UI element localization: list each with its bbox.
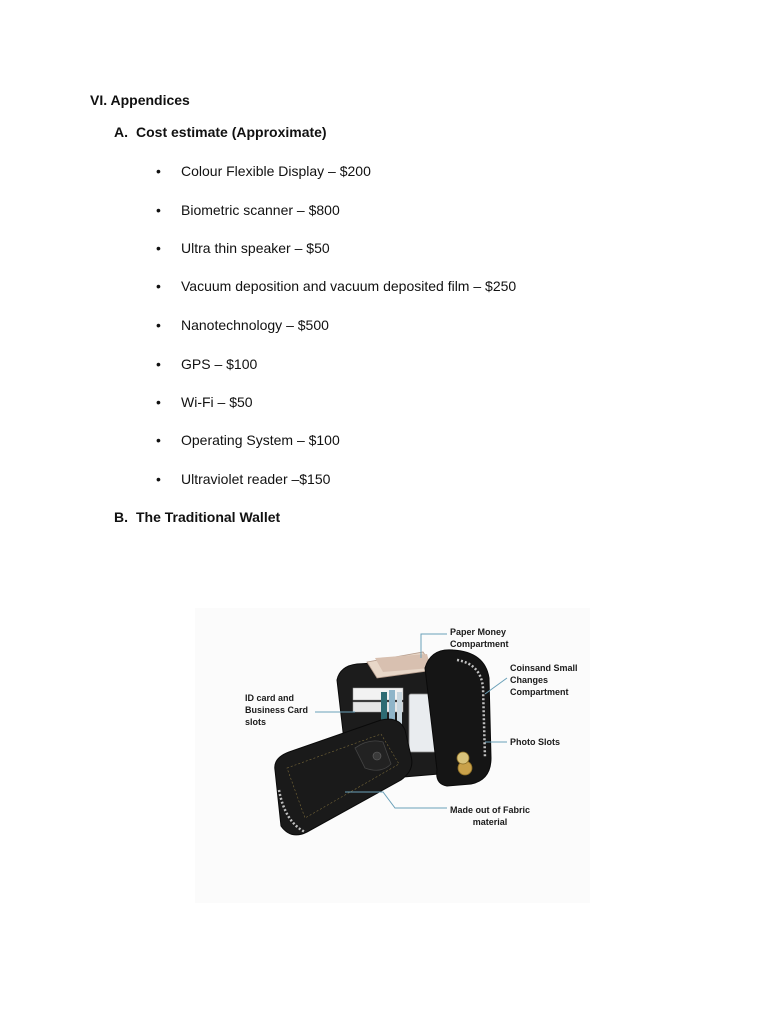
bullet-icon: • <box>156 317 161 333</box>
snap-button-shape <box>373 752 381 760</box>
bullet-icon: • <box>156 356 161 372</box>
list-item <box>156 278 516 294</box>
list-item <box>156 317 329 333</box>
cost-item-text: GPS – $100 <box>181 356 258 372</box>
cost-item-text: Nanotechnology – $500 <box>181 317 329 333</box>
cost-estimate-title: Cost estimate (Approximate) <box>136 124 327 140</box>
coin-shape <box>457 752 469 764</box>
cost-item-text: Ultra thin speaker – $50 <box>181 240 330 256</box>
cost-item-text: Operating System – $100 <box>181 432 340 448</box>
traditional-wallet-title: The Traditional Wallet <box>136 509 281 525</box>
list-item <box>156 471 330 487</box>
list-item <box>156 432 340 448</box>
list-item <box>156 356 257 372</box>
callout-photo: Photo Slots <box>510 737 560 747</box>
bullet-icon: • <box>156 394 161 410</box>
list-item <box>156 240 330 256</box>
cost-item-text: Vacuum deposition and vacuum deposited film – $250 <box>181 278 517 294</box>
cost-item-text: Wi-Fi – $50 <box>181 394 253 410</box>
callout-paper-money: Paper Money Compartment <box>450 627 509 649</box>
traditional-wallet-letter: B. <box>114 509 128 525</box>
card-slot-shape <box>353 688 403 700</box>
list-item <box>156 394 253 410</box>
cost-estimate-heading <box>114 124 327 140</box>
cost-item-text: Colour Flexible Display – $200 <box>181 163 371 179</box>
wallet-front-flap <box>275 719 412 835</box>
callout-id-card: ID card and Business Card slots <box>245 693 309 727</box>
list-item <box>156 163 371 179</box>
list-item <box>156 202 340 218</box>
bullet-icon: • <box>156 278 161 294</box>
callout-coins: Coinsand Small Changes Compartment <box>510 663 578 697</box>
cost-item-text: Ultraviolet reader –$150 <box>181 471 331 487</box>
card-slot-shape <box>353 702 403 712</box>
section-heading: VI. Appendices <box>90 92 190 108</box>
traditional-wallet-heading <box>114 509 280 525</box>
bullet-icon: • <box>156 163 161 179</box>
cost-item-text: Biometric scanner – $800 <box>181 202 340 218</box>
wallet-illustration <box>195 608 590 903</box>
wallet-figure <box>195 608 590 903</box>
bullet-icon: • <box>156 432 161 448</box>
cost-estimate-letter: A. <box>114 124 128 140</box>
bullet-icon: • <box>156 240 161 256</box>
callout-fabric: Made out of Fabric material <box>450 805 531 827</box>
bullet-icon: • <box>156 202 161 218</box>
bullet-icon: • <box>156 471 161 487</box>
